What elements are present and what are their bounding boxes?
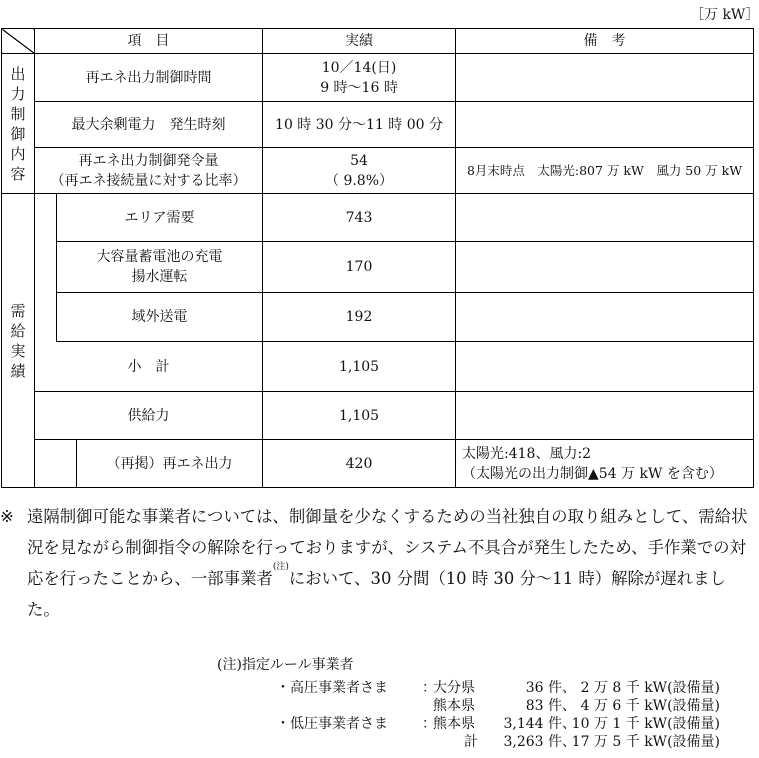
max-surplus-value: 10 時 30 分～11 時 00 分 bbox=[263, 102, 456, 148]
subtotal-value: 1,105 bbox=[263, 342, 456, 392]
footnote-amount: 10 万 1 千 kW(設備量) bbox=[571, 716, 720, 732]
footnote-sep: ： bbox=[422, 716, 436, 732]
control-amount-remark: 8月末時点 太陽光:807 万 kW 風力 50 万 kW bbox=[456, 148, 754, 194]
max-surplus-remark bbox=[456, 102, 754, 148]
unit-label: ［万 kW］ bbox=[690, 7, 759, 23]
footnote-sep: ： bbox=[422, 680, 436, 696]
storage-remark bbox=[456, 242, 754, 293]
storage-value: 170 bbox=[263, 242, 456, 293]
note-body: 遠隔制御可能な事業者については、制御量を少なくするための当社独自の取り組みとして、需給状況を見ながら制御指令の解除を行っておりますが、システム不具合が発生したため、手作業での対応を行ったことから、一部事業者$^{(注)}$において、30 分間（10 時 30 分～11 時）解除が遅れました。 bbox=[27, 507, 748, 619]
interregional-remark bbox=[456, 293, 754, 342]
footnote-pref: 熊本県 bbox=[433, 716, 475, 732]
supply-remark bbox=[456, 392, 754, 440]
control-time-item: 再エネ出力制御時間 bbox=[35, 54, 263, 102]
supply-item: 供給力 bbox=[35, 392, 263, 440]
table-header-row bbox=[2, 29, 754, 54]
footnote-pref: 熊本県 bbox=[433, 698, 475, 714]
table-row bbox=[2, 392, 754, 440]
footnote-total-label: 計 bbox=[464, 734, 478, 750]
table-row bbox=[2, 342, 754, 392]
table-row bbox=[2, 293, 754, 342]
header-result: 実績 bbox=[263, 29, 456, 54]
subtotal-item: 小 計 bbox=[35, 342, 263, 392]
footnote-category: ・低圧事業者さま bbox=[276, 716, 388, 732]
supply-value: 1,105 bbox=[263, 392, 456, 440]
table-row bbox=[2, 102, 754, 148]
footnote-paragraph bbox=[0, 501, 756, 625]
control-results-table bbox=[1, 28, 754, 488]
supply-section-label: 需 給 実 績 bbox=[2, 194, 35, 488]
note-mark: ※ bbox=[0, 507, 14, 526]
control-time-remark bbox=[456, 54, 754, 102]
max-surplus-item: 最大余剰電力 発生時刻 bbox=[35, 102, 263, 148]
footnote-amount: 4 万 6 千 kW(設備量) bbox=[580, 698, 720, 714]
table-row bbox=[2, 148, 754, 194]
footnote-pref: 大分県 bbox=[433, 680, 475, 696]
footnote-amount: 17 万 5 千 kW(設備量) bbox=[571, 734, 720, 750]
renewable-item: （再掲）再エネ出力 bbox=[77, 440, 263, 488]
control-amount-value: 54 （ 9.8%） bbox=[263, 148, 456, 194]
interregional-value: 192 bbox=[263, 293, 456, 342]
footnote-amount: 2 万 8 千 kW(設備量) bbox=[580, 680, 720, 696]
renewable-value: 420 bbox=[263, 440, 456, 488]
area-demand-value: 743 bbox=[263, 194, 456, 242]
table-row bbox=[2, 440, 754, 488]
footnote-count: 36 件、 bbox=[525, 680, 576, 696]
footnote-category: ・高圧事業者さま bbox=[276, 680, 388, 696]
header-item: 項 目 bbox=[35, 29, 263, 54]
note-superscript: (注) bbox=[272, 562, 289, 572]
interregional-item: 域外送電 bbox=[57, 293, 263, 342]
header-diagonal-cell bbox=[2, 29, 35, 54]
control-amount-item: 再エネ出力制御発令量 （再エネ接続量に対する比率） bbox=[35, 148, 263, 194]
table-row bbox=[2, 54, 754, 102]
area-demand-remark bbox=[456, 194, 754, 242]
footnote-count: 3,263 件、 bbox=[503, 734, 576, 750]
control-time-value: 10／14(日) 9 時～16 時 bbox=[263, 54, 456, 102]
storage-item: 大容量蓄電池の充電 揚水運転 bbox=[57, 242, 263, 293]
control-section-label: 出 力 制 御 内 容 bbox=[2, 54, 35, 194]
renewable-remark: 太陽光:418、風力:2 （太陽光の出力制御▲54 万 kW を含む） bbox=[456, 440, 754, 488]
header-remarks: 備 考 bbox=[456, 29, 754, 54]
area-demand-item: エリア需要 bbox=[57, 194, 263, 242]
footnote-count: 3,144 件、 bbox=[503, 716, 576, 732]
table-row bbox=[2, 242, 754, 293]
indent-spacer bbox=[35, 194, 57, 342]
indent-spacer bbox=[35, 440, 77, 488]
footnote-title: (注)指定ルール事業者 bbox=[217, 657, 354, 673]
footnote-count: 83 件、 bbox=[525, 698, 576, 714]
table-row bbox=[2, 194, 754, 242]
subtotal-remark bbox=[456, 342, 754, 392]
